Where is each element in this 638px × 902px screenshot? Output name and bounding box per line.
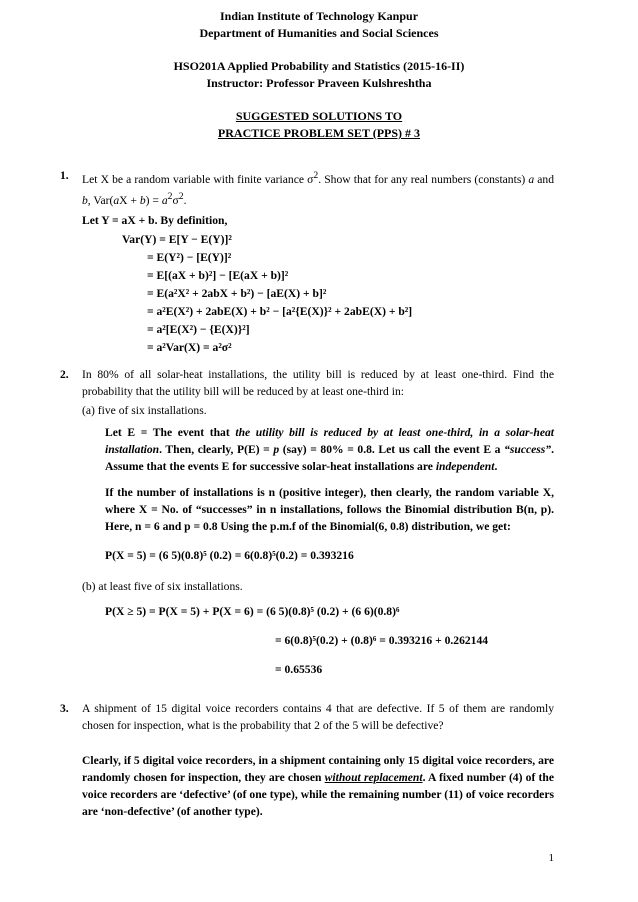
question-number: 3. <box>60 702 69 715</box>
department-name: Department of Humanities and Social Sciences <box>199 26 439 40</box>
header <box>0 8 638 142</box>
q2-text: In 80% of all solar-heat installations, the utility bill is reduced by at least one-third. Find the probability that the utility bill will be reduced by at least one-third in: <box>82 368 554 398</box>
q2-part-b: (b) at least five of six installations. <box>82 580 243 593</box>
question-number: 1. <box>60 169 69 182</box>
q2-eq-b3: = 0.65536 <box>275 663 323 676</box>
q3-text: A shipment of 15 digital voice recorders contains 4 that are defective. If 5 of them are randomly chosen for inspection, what is the probability that 2 of the 5 will be defective? <box>82 702 554 732</box>
question-3 <box>60 700 554 734</box>
q2-part-a: (a) five of six installations. <box>82 404 207 417</box>
q1-eq-line: = a²Var(X) = a²σ² <box>147 341 232 354</box>
instructor-name: Instructor: Professor Praveen Kulshreshtha <box>206 76 432 90</box>
question-1: 1. Let X be a random variable with finite variance $\sigma^2$. Show that for any real numbers (constants) a and b, $Var(aX + b) = a^2\sigma^2$. <box>60 169 554 207</box>
q1-eq-line: = a²[E(X²) − {E(X)}²] <box>147 323 250 336</box>
institute-name: Indian Institute of Technology Kanpur <box>219 9 419 23</box>
q1-text: Let X be a random variable with finite variance σ <box>82 172 314 186</box>
q1-eq-line: = E(Y²) − [E(Y)]² <box>147 251 232 264</box>
q2-para2: If the number of installations is n (positive integer), then clearly, the random variable X, where X = No. of “successes” in n installations, follows the Binomial distribution B(n, p). Here, n = 6 and p = 0.8 Using the p.m.f of the Binomial(6, 0.8) distribution, we get: <box>105 486 554 533</box>
q2-eq-b2: = 6(0.8)⁵(0.2) + (0.8)⁶ = 0.393216 + 0.262144 <box>275 634 489 647</box>
page-number: 1 <box>548 852 554 864</box>
q2-para1: Let E = The event that the utility bill is reduced by at least one-third, in a solar-heat installation. Then, clearly, P(E) = p (say) = 80% = 0.8. Let us call the event E a “success”. Assume that the events E for successive solar-heat installations are independent. <box>105 426 554 473</box>
question-2 <box>60 366 554 400</box>
q1-eq-line: = E(a²X² + 2abX + b²) − [aE(X) + b]² <box>147 287 327 300</box>
q1-eq-line: = a²E(X²) + 2abE(X) + b² − [a²{E(X)}² + 2abE(X) + b²] <box>147 305 413 318</box>
question-number: 2. <box>60 368 69 381</box>
q2-eq-b1: P(X ≥ 5) = P(X = 5) + P(X = 6) = (6 5)(0.8)⁵ (0.2) + (6 6)(0.8)⁶ <box>105 605 400 618</box>
title-line2: PRACTICE PROBLEM SET (PPS) # 3 <box>217 126 421 140</box>
q1-eq-line: = E[(aX + b)²] − [E(aX + b)]² <box>147 269 289 282</box>
q1-eq-line: Var(Y) = E[Y − E(Y)]² <box>122 233 232 246</box>
q2-eq-a: P(X = 5) = (6 5)(0.8)⁵ (0.2) = 6(0.8)⁵(0.2) = 0.393216 <box>105 549 354 562</box>
q1-answer-intro: Let Y = aX + b. By definition, <box>82 214 228 227</box>
course-title: HSO201A Applied Probability and Statistics (2015-16-II) <box>173 59 465 73</box>
title-line1: SUGGESTED SOLUTIONS TO <box>235 109 403 123</box>
q3-answer: Clearly, if 5 digital voice recorders, in a shipment containing only 15 digital voice recorders, are randomly chosen for inspection, they are chosen without replacement. A fixed number (4) of the voice recorders are ‘defective’ (of one type), while the remaining number (11) of voice recorders are ‘non-defective’ (of another type). <box>82 754 554 818</box>
